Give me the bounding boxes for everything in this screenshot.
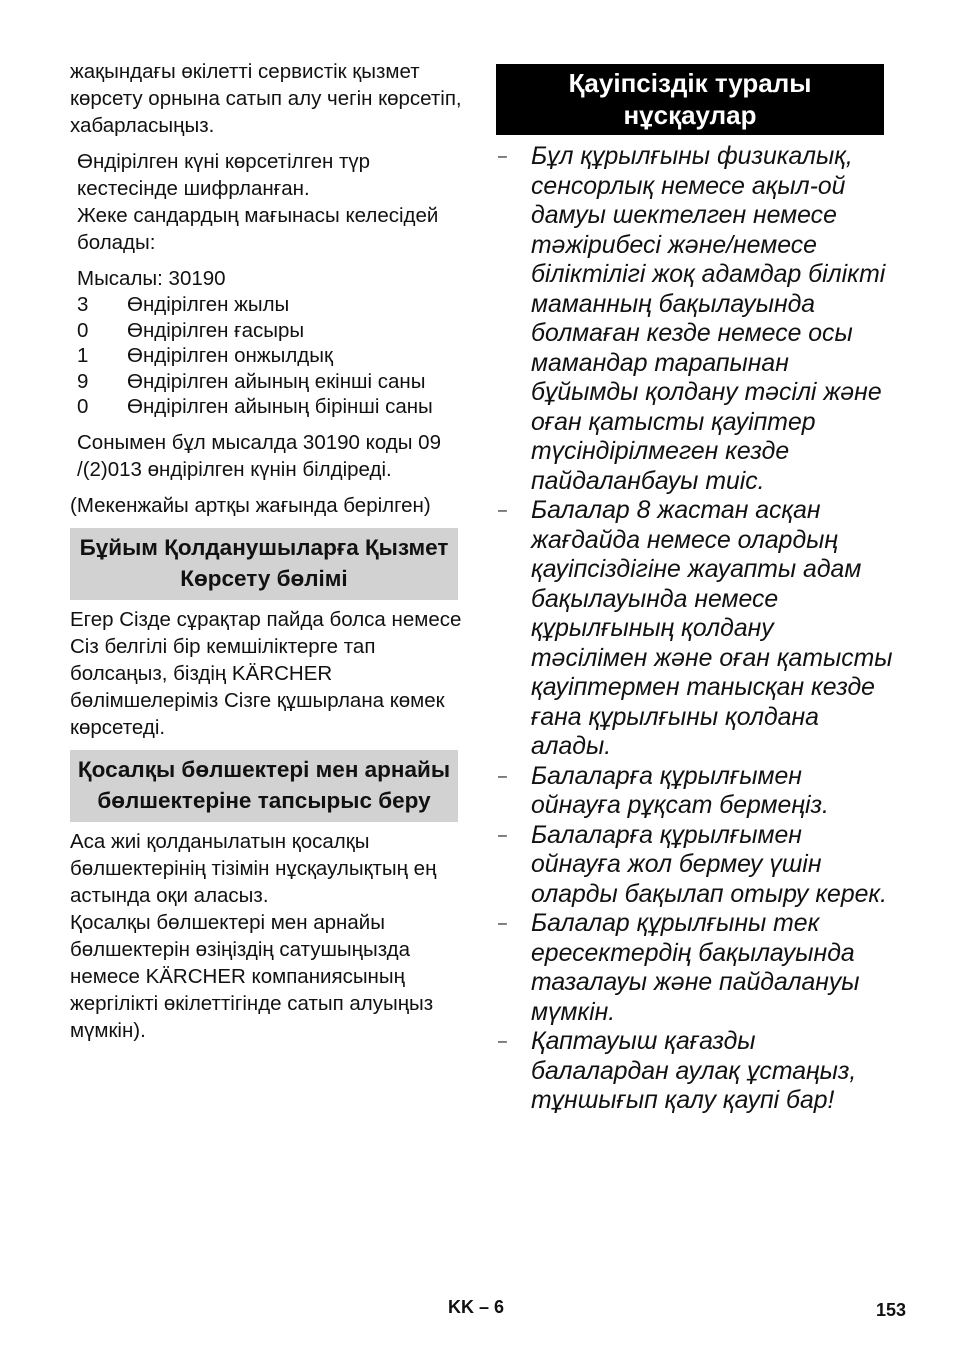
safety-item — [496, 496, 896, 762]
section-code: KK – 6 — [448, 1297, 505, 1317]
code-description: Өндірілген айының бірінші саны — [127, 395, 433, 418]
safety-item — [496, 1027, 896, 1116]
code-list — [70, 292, 462, 420]
safety-item — [496, 762, 896, 821]
code-digit: 9 — [77, 369, 89, 393]
code-digit: 0 — [77, 395, 89, 418]
intro-text: жақындағы өкілетті сервистік қызмет көрсету орнына сатып алу чегін көрсетіп, хабарласыңыз. — [70, 60, 462, 137]
code-digit: 0 — [77, 318, 89, 342]
safety-item — [496, 821, 896, 910]
code-row — [70, 318, 462, 344]
safety-heading: Қауіпсіздік туралы нұсқаулар — [496, 64, 884, 135]
code-description: Өндірілген айының екінші саны — [127, 369, 426, 393]
code-row — [70, 292, 462, 318]
parts-heading: Қосалқы бөлшектері мен арнайы бөлшектеріне тапсырыс беру — [70, 750, 458, 822]
service-heading: Бұйым Қолданушыларға Қызмет Көрсету бөлімі — [70, 528, 458, 600]
safety-list — [496, 142, 896, 1116]
date-code-text: Өндірілген күні көрсетілген түр кестесінде шифрланған. — [77, 150, 371, 200]
code-description: Өндірілген жылы — [127, 293, 290, 316]
code-description: Өндірілген ғасыры — [127, 318, 305, 342]
dash-bullet: – — [498, 1033, 507, 1050]
safety-item-text: Балалар құрылғыны тек ересектердің бақылауында тазалауы және пайдалануы мүмкін. — [531, 910, 860, 1026]
right-column — [496, 64, 896, 1116]
code-row — [70, 343, 462, 369]
code-digit: 3 — [77, 293, 89, 316]
dash-bullet: – — [498, 826, 507, 844]
dash-bullet: – — [498, 915, 507, 932]
conclusion-text: Сонымен бұл мысалда 30190 коды 09 /(2)013 өндірілген күнін білдіреді. — [77, 430, 441, 481]
service-text: Егер Сізде сұрақтар пайда болса немесе Сіз белгілі бір кемшіліктерге тап болсаңыз, біздің KÄRCHER бөлімшелеріміз Сізге құшырлана көмек көрсетеді. — [70, 607, 462, 739]
safety-item-text: Балаларға құрылғымен ойнауға рұқсат бермеңіз. — [531, 762, 829, 819]
safety-item-text: Бұл құрылғыны физикалық, сенсорлық немесе ақыл-ой дамуы шектелген немесе тәжірибесі және/немесе біліктілігі жоқ адамдар білікті маманның бақылауында болмаған кезде немесе осы мамандар тарапынан бұйымды қолдану тәсілі және оған қатысты қауіптер түсіндірілмеген кезде пайдаланбауы тиіс. — [531, 143, 886, 495]
parts-text: Қосалқы бөлшектері мен арнайы бөлшектерін өзіңіздің сатушыңызда немесе KÄRCHER компаниясының жергілікті өкілеттігінде сатып алуыңыз мүмкін). — [70, 910, 434, 1042]
code-description: Өндірілген онжылдық — [127, 344, 333, 367]
left-column — [70, 58, 462, 1044]
safety-item-text: Балаларға құрылғымен ойнауға жол бермеу үшін оларды бақылап отыру керек. — [531, 821, 888, 908]
code-row — [70, 369, 462, 395]
dash-bullet: – — [498, 502, 507, 519]
parts-text: Аса жиі қолданылатын қосалқы бөлшектерінің тізімін нұсқаулықтың ең астында оқи аласыз. — [70, 829, 437, 907]
example-text: Мысалы: 30190 — [77, 267, 226, 290]
dash-bullet: – — [498, 767, 507, 785]
code-digit: 1 — [77, 344, 89, 367]
address-note: (Мекенжайы артқы жағында берілген) — [70, 493, 431, 517]
code-row — [70, 394, 462, 420]
safety-item-text: Қаптауыш қағазды балалардан аулақ ұстаңыз, тұншығып қалу қаупі бар! — [531, 1028, 857, 1114]
dash-bullet: – — [498, 148, 507, 165]
date-code-meaning-text: Жеке сандардың мағынасы келесідей болады: — [77, 204, 439, 254]
safety-item-text: Балалар 8 жастан асқан жағдайда немесе олардың қауіпсіздігіне жауапты адам бақылауында немесе құрылғының қолдану тәсілімен және оған қатысты қауіптермен танысқан кезде ғана құрылғыны қолдана алады. — [531, 497, 893, 760]
page-number: 153 — [876, 1300, 907, 1320]
safety-item — [496, 909, 896, 1027]
safety-item — [496, 142, 896, 496]
